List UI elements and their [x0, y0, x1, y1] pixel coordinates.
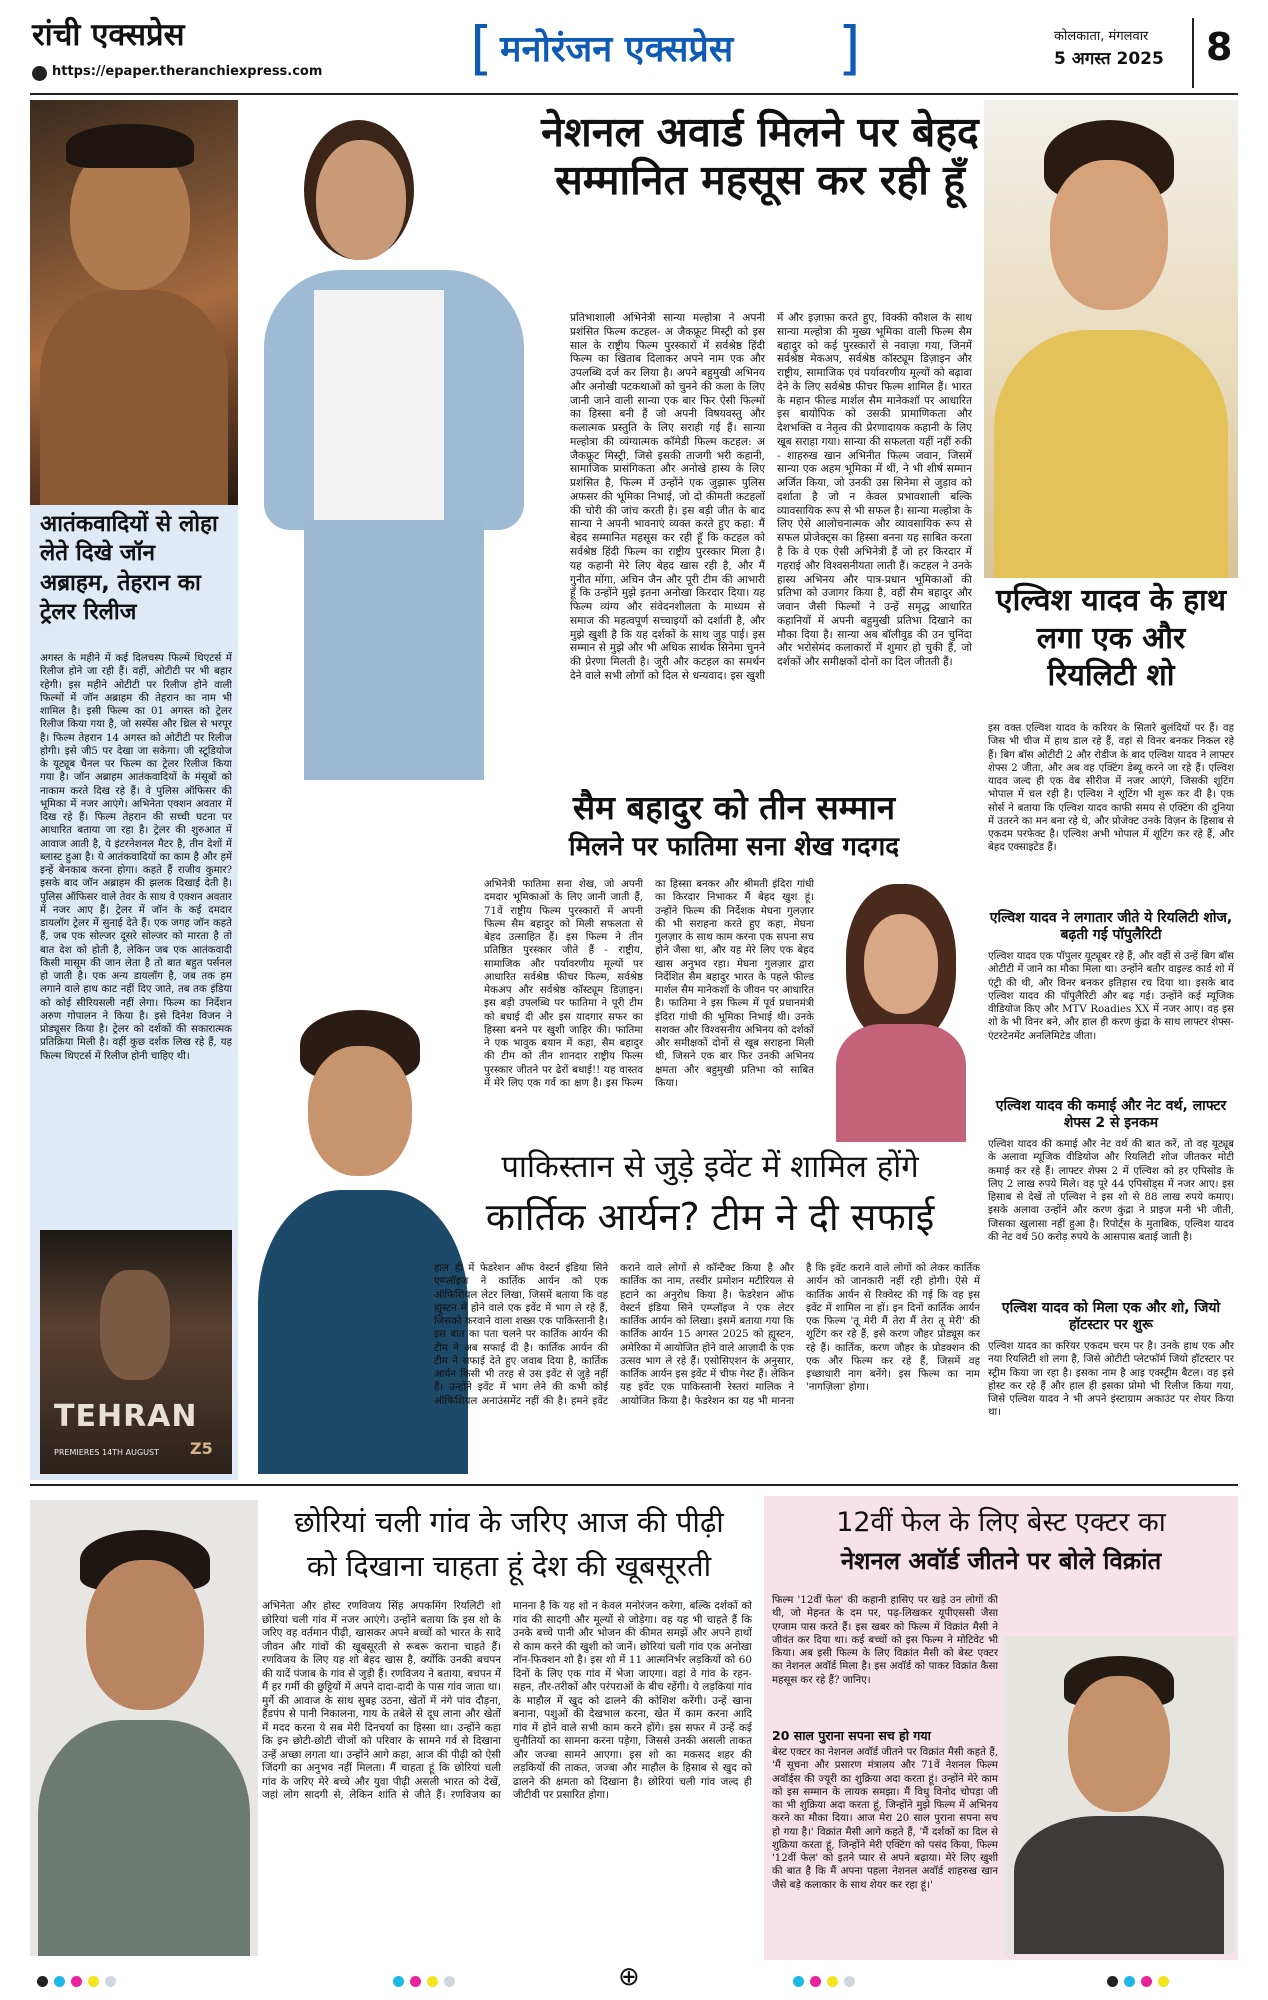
john-body: अगस्त के महीने में कई दिलचस्प फिल्में थिएटर्स में रिलीज होने जा रही हैं। वहीं, ओटीटी पर भी बहार रहेगी। इस महीने ओटीटी पर रिलीज होने वाली फिल्मों में जॉन अब्राहम की तेहरान का नाम भी शामिल है। इसी फिल्म का 01 अगस्त को ट्रेलर रिलीज किया गया है, जो सस्पेंस और थ्रिल से भरपूर है। फिल्म तेहरान 14 अगस्त को ओटीटी पर रिलीज होगी। इसे जी5 पर देखा जा सकेगा। जी स्टूडियोज के यूट्यूब चैनल पर फिल्म का ट्रेलर रिलीज किया गया है। जॉन अब्राहम आतंकवादियों के मंसूबों को नाकाम करते दिख रहे हैं। वे पुलिस ऑफिसर की भूमिका में नजर आएंगे। अभिनेता एक्शन अवतार में दिख रहे हैं। फिल्म तेहरान की सच्ची घटना पर आधारित बताया जा रहा है। ट्रेलर की शुरुआत में आवाज आती है, ये इंटरनेशनल मैटर है, तीन देशों में ब्लास्ट हुआ है। ये आतंकवादियों का काम है और हमें इन्हें बेनकाब करना होगा। कहते हैं राजीव कुमार? इसके बाद जॉन अब्राहम की झलक दिखाई देती है। पुलिस ऑफिसर वाले तेवर के साथ वे एक्शन अवतार में नजर आए हैं। ट्रेलर में जॉन के कई दमदार डायलॉग ट्रेलर में सुनाई देते हैं। एक जगह जॉन कहते हैं, जब एक सोल्जर दूसरे सोल्जर को मारता है तो बात देश को होती है, लेकिन जब एक आतंकवादी किसी मासूम की जान लेता है तो बात बहुत पर्सनल हो जाती है। एक अन्य डायलॉग है, जब तक हम लगाने वाले हाथ काट नहीं दिए जाते, तब तक इंडिया को कोई सीरियसली नहीं लेगा। फिल्म का निर्देशन अरुण गोपालन ने किया है। इसे दिनेश विजन ने प्रोड्यूसर किया है। ट्रेलर को दर्शकों की सकारात्मक प्रतिक्रिया मिली है। वहीं कुछ दर्शक लिख रहे हैं, यह फिल्म थिएटर्स में रिलीज होनी चाहिए थी।	[40, 653, 232, 1062]
url-link[interactable]: https://epaper.theranchiexpress.com	[52, 64, 323, 79]
page-number: 8	[1206, 25, 1233, 69]
vikrant-massey-photo	[1004, 1636, 1234, 1954]
elvish-body-3: एल्विश यादव का करियर एकदम चरम पर है। उनके हाथ एक और नया रियलिटी शो लगा है, जिसे ओटीटी प्लेटफॉर्म जियो हॉटस्टार पर स्ट्रीम किया जा रहा है। इसका नाम है आइ एक्स्ट्रीम बैटल। वह इसे होस्ट कर रहे हैं और हाल ही इसका प्रोमो भी रिलीज किया गया, जिसे एल्विश यादव ने भी अपने इंस्टाग्राम अकाउंट पर शेयर किया था।	[988, 1341, 1234, 1419]
kartik-headline-1: पाकिस्तान से जुड़े इवेंट में शामिल होंगे	[501, 1149, 919, 1185]
date: 5 अगस्त 2025	[1054, 49, 1164, 69]
vikrant-headline-1: 12वीं फेल के लिए बेस्ट एक्टर का	[836, 1507, 1166, 1538]
masthead-rule	[30, 93, 1238, 95]
kartik-headline-2: कार्तिक आर्यन? टीम ने दी सफाई	[485, 1195, 935, 1239]
paper-name: रांची एक्सप्रेस	[32, 17, 185, 53]
section-bracket-left: [	[470, 14, 493, 82]
vikrant-body-2: बेस्ट एक्टर का नेशनल अवॉर्ड जीतने पर विक्रांत मैसी कहते हैं, 'मैं सूचना और प्रसारण मंत्रालय और 71वें नेशनल फिल्म अवॉर्ड्स की ज्यूरी का शुक्रिया अदा करता हूं। उन्होंने मेरे काम को इस सम्मान के लायक समझा। मैं विधु विनोद चोपड़ा जी का भी शुक्रिया अदा करता हूं, जिन्होंने मुझे फिल्म में अभिनय करने का मौका दिया। आज मेरा 20 साल पुराना सपना सच हो गया है।' विक्रांत मैसी आगे कहते हैं, 'मैं दर्शकों का दिल से शुक्रिया करता हूं, जिन्होंने मेरी एक्टिंग को पसंद किया, फिल्म '12वीं फेल' को इतने प्यार से अपने बढ़ाया। मेरे लिए खुशी की बात है कि मैं अपना पहला नेशनल अवॉर्ड शाहरुख खान जैसे बड़े कलाकार के साथ शेयर कर रहा हूं।'	[772, 1747, 998, 1891]
section-title: मनोरंजन एक्सप्रेस	[500, 29, 734, 70]
john-abraham-photo	[30, 100, 238, 505]
elvish-body-1: एल्विश यादव एक पॉपुलर यूट्यूबर रहे हैं, और वहीं से उन्हें बिग बॉस ओटीटी में जाने का मौका मिला था। उन्होंने बतौर वाइल्ड कार्ड शो में एंट्री की थी, और विनर बनकर इतिहास रच दिया था। इसके बाद एल्विश यादव की पॉपुलैरिटी और बढ़ गई। उन्होंने कई म्यूजिक वीडियोज किए और MTV Roadies XX में नजर आए। वह इस शो के भी विनर बने, और हाल ही करण कुंद्रा के साथ लाफ्टर शेफ्स- एंटरटेनमेंट अनलिमिटेड जीता।	[988, 951, 1234, 1042]
footer-color-dots-right	[1104, 1972, 1172, 1991]
section-bracket-right: ]	[838, 14, 861, 82]
elvish-subhead-2: एल्विश यादव की कमाई और नेट वर्थ, लाफ्टर शेफ्स 2 से इनकम	[995, 1098, 1227, 1131]
elvish-headline: एल्विश यादव के हाथ लगा एक और रियलिटी शो	[996, 583, 1226, 693]
footer-color-dots-mid-left	[390, 1972, 458, 1991]
fatima-body: अभिनेत्री फातिमा सना शेख, जो अपनी दमदार भूमिकाओं के लिए जानी जाती हैं, 71वें राष्ट्रीय फिल्म पुरस्कारों में अपनी फिल्म सैम बहादुर को मिली सफलता से बेहद उत्साहित हैं। इस फिल्म ने तीन प्रतिष्ठित पुरस्कार जीते हैं - राष्ट्रीय, सामाजिक और पर्यावरणीय मूल्यों पर आधारित सर्वश्रेष्ठ फीचर फिल्म, सर्वश्रेष्ठ मेकअप और सर्वश्रेष्ठ कॉस्ट्यूम डिज़ाइन। इस बड़ी उपलब्धि पर फातिमा ने पूरी टीम को बधाई दी और इस यादगार सफर का हिस्सा बनने पर खुशी जाहिर की। फातिमा ने एक भावुक बयान में कहा, सैम बहादुर की टीम को तीन शानदार राष्ट्रीय फिल्म पुरस्कार जीतने पर ढेरों बधाई!! यह वास्तव में मेरे लिए एक गर्व का क्षण है। इस फिल्म का हिस्सा बनकर और श्रीमती इंदिरा गांधी का किरदार निभाकर मैं बेहद खुश हूं। उन्होंने फिल्म की निर्देशक मेघना गुलज़ार की भी सराहना करते हुए कहा, मेघना गुलज़ार के साथ काम करना एक सपना सच होने जैसा था, और यह मेरे लिए एक बेहद खास अनुभव रहा। मेघना गुलज़ार द्वारा निर्देशित सैम बहादुर भारत के पहले फील्ड मार्शल सैम मानेकशॉ के जीवन पर आधारित है। फातिमा ने इस फिल्म में पूर्व प्रधानमंत्री इंदिरा गांधी की भूमिका निभाई थी। उनके सशक्त और विश्वसनीय अभिनय को दर्शकों और समीक्षकों दोनों से खूब सराहना मिली थी, जिसने एक बार फिर उनकी अभिनय क्षमता और बहुमुखी प्रतिभा को साबित किया।	[484, 879, 814, 1089]
kartik-body: हाल ही में फेडरेशन ऑफ वेस्टर्न इंडिया सिने एम्प्लॉइज ने कार्तिक आर्यन को एक ऑफिशियल लेटर लिखा, जिसमें बताया कि वह ह्यूस्टन में होने वाले एक इवेंट में भाग ले रहे हैं, जिसको करवाने वाला शख्स एक पाकिस्तानी है। इस बात का पता चलने पर कार्तिक आर्यन की टीम ने अब सफाई दी है। कार्तिक आर्यन की टीम ने सफाई देते हुए जवाब दिया है, कार्तिक आर्यन किसी भी तरह से उस इवेंट से जुड़े नहीं हैं। उन्होंने इवेंट में भाग लेने की कभी कोई ऑफिशियल अनाउंसमेंट नहीं की है। हमने इवेंट कराने वाले लोगों से कॉन्टैक्ट किया है और कार्तिक का नाम, तस्वीर प्रमोशन मटीरियल से हटाने का अनुरोध किया है। फेडरेशन ऑफ वेस्टर्न इंडिया सिने एम्प्लॉइज ने एक लेटर कार्तिक आर्यन को लिखा। इसमें बताया गया कि कार्तिक आर्यन 15 अगस्त 2025 को ह्यूस्टन, अमेरिका में आयोजित होने वाले आज़ादी के एक उत्सव भाग ले रहे हैं। एसोसिएशन के अनुसार, कार्तिक आर्यन इस इवेंट में चीफ गेस्ट हैं। लेकिन यह इवेंट एक पाकिस्तानी रेस्तरां मालिक ने आयोजित किया है। फेडरेशन का यह भी मानना है कि इवेंट कराने वाले लोगों को लेकर कार्तिक आर्यन को जानकारी नहीं रही होगी। ऐसे में कार्तिक आर्यन से रिक्वेस्ट की गई कि वह इस इवेंट में शामिल ना हों। इन दिनों कार्तिक आर्यन एक फिल्म 'तू मेरी मैं तेरा मैं तेरा तू मेरी' की शूटिंग कर रहे हैं, इसे करण जौहर प्रोड्यूस कर रहे हैं। कार्तिक, करण जौहर के प्रोडक्शन की एक और फिल्म कर रहे हैं, जिसमें वह इच्छाधारी नाग बनेंगे। इस फिल्म का नाम 'नागज़िला' होगा।	[434, 1263, 980, 1407]
poster-caption: PREMIERES 14TH AUGUST	[54, 1448, 159, 1457]
lower-rule	[30, 1484, 1238, 1486]
poster-title: TEHRAN	[54, 1399, 198, 1434]
sanya-malhotra-photo	[244, 100, 564, 780]
fatima-headline-2: मिलने पर फातिमा सना शेख गदगद	[568, 832, 900, 862]
elvish-subhead-3: एल्विश यादव को मिला एक और शो, जियो हॉटस्टार पर शुरू	[1001, 1300, 1221, 1333]
fatima-headline-1: सैम बहादुर को तीन सम्मान	[572, 788, 896, 827]
masthead	[30, 14, 1238, 90]
sanya-headline: नेशनल अवार्ड मिलने पर बेहद सम्मानित महसूस कर रही हूँ	[541, 108, 979, 205]
elvish-body-2: एल्विश यादव की कमाई और नेट वर्थ की बात करें, तो वह यूट्यूब के अलावा म्यूजिक वीडियोज और रियलिटी शोज जीतकर मोटी कमाई कर रहे हैं। लाफ्टर शेफ्स 2 में एल्विश को हर एपिसोड के लिए 2 लाख रुपये मिले। वह पूरे 44 एपिसोड्स में नजर आए। इस हिसाब से देखें तो एल्विश ने इस शो से 88 लाख रुपये कमाए। इसके अलावा उन्होंने और करण कुंद्रा ने प्राइज मनी भी जीती, जिसका खुलासा नहीं हुआ है। रिपोर्ट्स के मुताबिक, एल्विश यादव की नेट वर्थ 50 करोड़ रुपये के आसपास बताई जाती है।	[988, 1139, 1234, 1243]
globe-icon	[32, 66, 47, 81]
sanya-body: प्रतिभाशाली अभिनेत्री सान्या मल्होत्रा ने अपनी प्रशंसित फिल्म कटहल- अ जैकफ्रूट मिस्ट्री को इस साल के राष्ट्रीय फिल्म पुरस्कारों में सर्वश्रेष्ठ हिंदी फिल्म का खिताब दिलाकर अपने नाम एक और उपलब्धि दर्ज कर लिया है। अपने बहुमुखी अभिनय और अनोखी पटकथाओं को चुनने की कला के लिए जानी जाने वाली सान्या एक बार फिर ऐसी फिल्मों का हिस्सा बनी हैं जो अपनी विषयवस्तु और कलात्मक प्रस्तुति के लिए सराही गई हैं। सान्या मल्होत्रा की व्यंग्यात्मक कॉमेडी फिल्म कटहल: अ जैकफ्रूट मिस्ट्री, जिसे इसकी ताजगी भरी कहानी, सामाजिक प्रासंगिकता और अनोखे हास्य के लिए प्रशंसित है, फिल्म में उन्होंने एक जुझारू पुलिस अफसर की भूमिका निभाई, जो दो कीमती कटहलों की चोरी की जांच करती है। इस बड़ी जीत के बाद सान्या ने अपनी भावनाएं व्यक्त करते हुए कहा: मैं बेहद सम्मानित महसूस कर रही हूँ कि कटहल को सर्वश्रेष्ठ हिंदी फिल्म का राष्ट्रीय पुरस्कार मिला है। यह कहानी मेरे लिए बेहद खास रही है, और मैं गुनीत मोंगा, अचिन जैन और पूरी टीम की आभारी हूँ कि उन्होंने मुझे इतना अनोखा किरदार दिया। यह फिल्म व्यंग्य और संवेदनशीलता के माध्यम से समाज की महत्वपूर्ण सच्चाइयों को दर्शाती है, और मुझे खुशी है कि यह दर्शकों के साथ जुड़ पाई। इस सम्मान से मुझे और भी अधिक सार्थक सिनेमा चुनने की प्रेरणा मिलती है। जूरी और कटहल का समर्थन देने वाले सभी लोगों को दिल से धन्यवाद। इस खुशी में और इज़ाफ़ा करते हुए, विक्की कौशल के साथ सान्या मल्होत्रा की मुख्य भूमिका वाली फिल्म सैम बहादुर को कई पुरस्कारों से नवाज़ा गया, जिनमें सर्वश्रेष्ठ मेकअप, सर्वश्रेष्ठ कॉस्ट्यूम डिज़ाइन और राष्ट्रीय, सामाजिक एवं पर्यावरणीय मूल्यों को बढ़ावा देने के लिए सर्वश्रेष्ठ फीचर फिल्म शामिल हैं। भारत के महान फील्ड मार्शल सैम मानेकशॉ पर आधारित इस बायोपिक को उसकी प्रामाणिकता और देशभक्ति व नेतृत्व की प्रेरणादायक कहानी के लिए खूब सराहा गया। सान्या की सफलता यहीं नहीं रुकी - शाहरुख खान अभिनीत फिल्म जवान, जिसमें सान्या एक अहम भूमिका में थीं, ने भी शीर्ष सम्मान अर्जित किया, जो उनकी उस सिनेमा से जुड़ाव को दर्शाता है जो न केवल प्रभावशाली बल्कि व्यावसायिक रूप से भी सफल है। सान्या मल्होत्रा के लिए ऐसे आलोचनात्मक और व्यावसायिक रूप से सफल प्रोजेक्ट्स का हिस्सा बनना यह साबित करता है कि वे एक ऐसी अभिनेत्री हैं जो हर किरदार में गहराई और विश्वसनीयता लाती हैं। कटहल ने उनके हास्य अभिनय और पात्र-प्रधान भूमिकाओं की प्रतिभा को उजागर किया है, वहीं सैम बहादुर और जवान जैसी फिल्मों ने उन्हें समृद्ध आधारित कहानियों में अपनी बहुमुखी प्रतिभा दिखाने का मौका दिया है। सान्या अब बॉलीवुड की उन चुनिंदा और भरोसेमंद कलाकारों में शुमार हो चुकी हैं, जो दर्शकों और समीक्षकों दोनों का दिल जीतती हैं।	[570, 312, 972, 682]
tehran-poster	[40, 1230, 232, 1474]
vikrant-subhead: 20 साल पुराना सपना सच हो गया	[772, 1728, 931, 1743]
vikrant-headline-2: नेशनल अवॉर्ड जीतने पर बोले विक्रांत	[840, 1547, 1162, 1575]
ranvijay-singh-photo	[30, 1500, 258, 1956]
ranvijay-body: अभिनेता और होस्ट रणविजय सिंह अपकमिंग रियलिटी शो छोरियां चली गांव में नजर आएंगे। उन्होंने बताया कि इस शो के जरिए वह वर्तमान पीढ़ी, खासकर अपने बच्चों को भारत के सादे जीवन और गांवों की खूबसूरती से रूबरू कराना चाहते हैं। रणविजय के लिए यह शो बेहद खास है, क्योंकि उनकी बचपन की यादें पंजाब के गांव से जुड़ी हैं। रणविजय ने बताया, बचपन में मैं हर गर्मी की छुट्टियों में अपने दादा-दादी के पास गांव जाता था। मुर्गे की आवाज के साथ सुबह उठना, खेतों में नंगे पांव दौड़ना, हैंडपंप से पानी निकालना, गाय के तबेले से दूध लाना और खेतों में मदद करना ये सब मेरी दिनचर्या का हिस्सा था। उन्होंने कहा कि इन छोटी-छोटी चीजों को परिवार के सामने गर्व से दिखाना उन्हें अच्छा लगता था। उन्होंने आगे कहा, आज की पीढ़ी को ऐसी जिंदगी का अनुभव नहीं मिलता। मैं चाहता हूं कि छोरियां चली गांव के जरिए मेरे बच्चे और युवा पीढ़ी असली भारत को देखें, जहां लोग सादगी से, लेकिन शांति से जीते हैं। रणविजय का मानना है कि यह शो न केवल मनोरंजन करेगा, बल्कि दर्शकों को गांव की सादगी और मूल्यों से जोड़ेगा। वह यह भी चाहते हैं कि उनके बच्चे पानी और भोजन की कीमत समझें और अपने हाथों से काम करने की खुशी को जानें। छोरियां चली गांव एक अनोखा नॉन-फिक्शन शो है। इस शो में 11 आत्मनिर्भर लड़कियों को 60 दिनों के लिए एक गांव में भेजा जाएगा। वहां वे गांव के रहन-सहन, तौर-तरीकों और परंपराओं के बीच रहेंगी। ये लड़कियां गांव के माहौल में खुद को ढालने की कोशिश करेंगी। उन्हें खाना बनाना, पशुओं की देखभाल करना, खेत में काम करना आदि गांव में होने वाले सभी काम करने होंगे। इस सफर में उन्हें कई चुनौतियों का सामना करना पड़ेगा, जिससे उनकी असली ताकत और जज्बा सामने आएगा। इस शो का मकसद शहर की लड़कियों की ताकत, जज्बा और माहौल के हिसाब से खुद को ढालने की क्षमता को दिखाना है। छोरियां चली गांव जल्द ही जीटीवी पर प्रसारित होगा।	[262, 1600, 752, 1802]
ranvijay-headline-2: को दिखाना चाहता हूं देश की खूबसूरती	[306, 1549, 712, 1583]
zee5-logo: Z5	[190, 1439, 213, 1458]
ranvijay-headline-1: छोरियां चली गांव के जरिए आज की पीढ़ी	[294, 1505, 724, 1539]
john-headline: आतंकवादियों से लोहा लेते दिखे जॉन अब्राहम, तेहरान का ट्रेलर रिलीज	[40, 511, 218, 625]
vikrant-body-1: फिल्म '12वीं फेल' की कहानी हासिए पर खड़े उन लोगों की थी, जो मेहनत के दम पर, पढ़-लिखकर यूपीएससी जैसा एग्जाम पास करते हैं। इस खबर को फिल्म में विक्रांत मैसी ने जीवंत कर दिया था। कई बच्चों को इस फिल्म ने मोटिवेट भी किया। अब इसी फिल्म के लिए विक्रांत मैसी को बेस्ट एक्टर का नेशनल अवॉर्ड मिला है। इस अवॉर्ड को पाकर विक्रांत कैसा महसूस कर रहे हैं? जानिए।	[772, 1595, 998, 1686]
fatima-sana-shaikh-photo	[816, 874, 976, 1142]
elvish-yadav-photo	[984, 100, 1238, 578]
registration-mark: ⊕	[618, 1962, 640, 1992]
elvish-intro: इस वक्त एल्विश यादव के करियर के सितारे बुलंदियों पर हैं। वह जिस भी चीज में हाथ डाल रहे हैं, वहां से विनर बनकर निकल रहे हैं। बिग बॉस ओटीटी 2 और रोडीज के बाद एल्विश यादव ने लाफ्टर शेफ्स 2 जीता, और अब वह एक्टिंग डेब्यू करने जा रहे हैं। एल्विश यादव जल्द ही एक वेब सीरीज में नजर आएंगे, जिसकी शूटिंग भोपाल में चल रही है। एल्विश ने शूटिंग भी शुरू कर दी है। एक सोर्स ने बताया कि एल्विश यादव काफी समय से एक्टिंग की दुनिया में उतरने का मन बना रहे थे, और प्रोजेक्ट उनके विज़न के हिसाब से एकदम परफेक्ट है। एल्विश अभी भोपाल में शूटिंग कर रहे हैं, और बेहद एक्साइटेड हैं।	[988, 723, 1234, 854]
page-divider	[1192, 18, 1194, 88]
elvish-subhead-1: एल्विश यादव ने लगातार जीते ये रियलिटी शोज, बढ़ती गई पॉपुलैरिटी	[989, 910, 1233, 943]
footer-color-dots-mid-right	[790, 1972, 858, 1991]
city-day: कोलकाता, मंगलवार	[1054, 29, 1149, 44]
footer-color-dots-left	[34, 1972, 119, 1991]
